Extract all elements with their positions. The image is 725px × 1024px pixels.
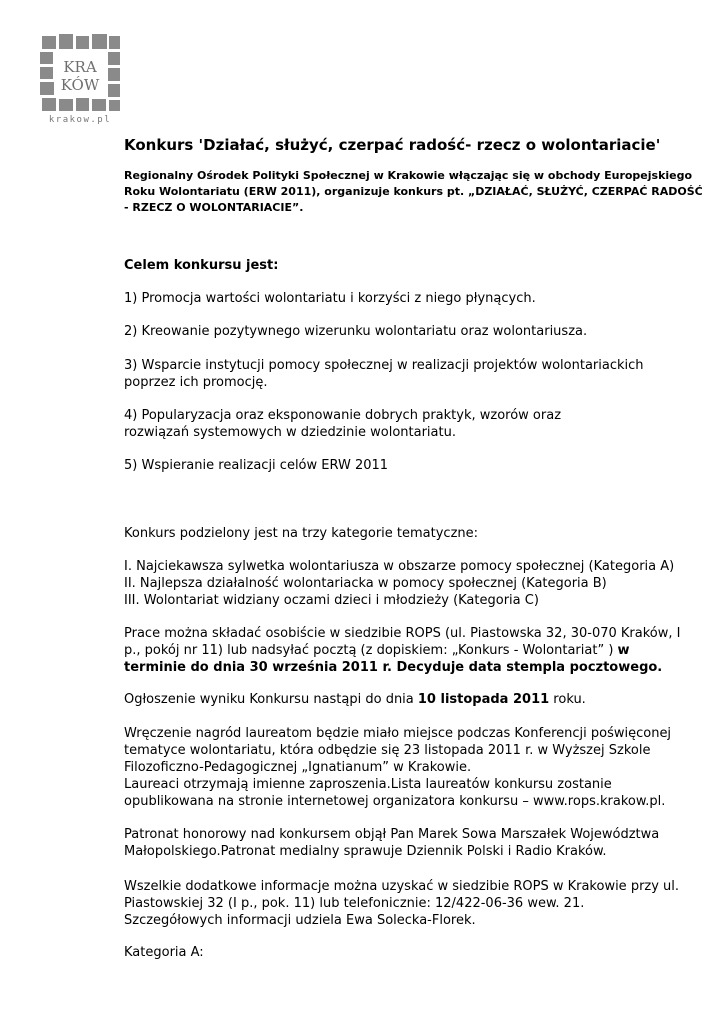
goal-item — [124, 357, 709, 391]
results-date: 10 listopada 2011 — [417, 692, 550, 707]
goal-line: rozwiązań systemowych w dziedzinie wolontariatu. — [124, 425, 456, 440]
logo-top-text: KRA — [63, 58, 97, 76]
goal-line: 3) Wsparcie instytucji pomocy społecznej w realizacji projektów wolontariackich — [124, 358, 644, 373]
goal-line: 4) Popularyzacja oraz eksponowanie dobrych praktyk, wzorów oraz — [124, 408, 562, 423]
goal-line: poprzez ich promocję. — [124, 375, 268, 390]
contact-paragraph — [124, 878, 709, 929]
category-item: II. Najlepsza działalność wolontariacka w pomocy społecznej (Kategoria B) — [124, 576, 607, 591]
goal-line: 2) Kreowanie pozytywnego wizerunku wolontariatu oraz wolontariusza. — [124, 324, 588, 339]
categories-intro: Konkurs podzielony jest na trzy kategorie tematyczne: — [124, 526, 479, 541]
intro-line: Roku Wolontariatu (ERW 2011), organizuje konkurs pt. „DZIAŁAĆ, SŁUŻYĆ, CZERPAĆ RADOŚĆ — [124, 185, 703, 198]
contact-line: Piastowskiej 32 (I p., pok. 11) lub telefonicznie: 12/422-06-36 wew. 21. — [124, 896, 585, 911]
contact-line: Szczegółowych informacji udziela Ewa Solecka-Florek. — [124, 913, 476, 928]
goal-line: 1) Promocja wartości wolontariatu i korzyści z niego płynących. — [124, 291, 536, 306]
patronage-line: Patronat honorowy nad konkursem objął Pan Marek Sowa Marszałek Województwa — [124, 827, 660, 842]
contact-line: Wszelkie dodatkowe informacje można uzyskać w siedzibie ROPS w Krakowie przy ul. — [124, 879, 680, 894]
intro-paragraph — [124, 168, 709, 216]
logo-bottom-text: KÓW — [60, 76, 100, 94]
results-text-end: roku. — [549, 692, 586, 707]
logo-caption: krakow.pl — [48, 115, 112, 124]
awards-line: Laureaci otrzymają imienne zaproszenia.Lista laureatów konkursu zostanie — [124, 777, 612, 792]
goal-item — [124, 407, 709, 441]
goal-item — [124, 290, 709, 307]
intro-line: - RZECZ O WOLONTARIACIE”. — [124, 201, 304, 214]
submission-line: Prace można składać osobiście w siedzibie ROPS (ul. Piastowska 32, 30-070 Kraków, I — [124, 626, 681, 641]
submission-deadline-start: w — [617, 643, 630, 658]
categories-list — [124, 558, 709, 609]
goal-item — [124, 457, 709, 474]
goal-line: 5) Wspieranie realizacji celów ERW 2011 — [124, 458, 389, 473]
results-paragraph — [124, 691, 709, 708]
goals-heading: Celem konkursu jest: — [124, 258, 279, 273]
goal-item — [124, 323, 709, 340]
awards-line: Wręczenie nagród laureatom będzie miało miejsce podczas Konferencji poświęconej — [124, 726, 672, 741]
awards-line: Filozoficzno-Pedagogicznej „Ignatianum” w Krakowie. — [124, 760, 472, 775]
awards-line: tematyce wolontariatu, która odbędzie się 23 listopada 2011 r. w Wyższej Szkole — [124, 743, 651, 758]
patronage-line: Małopolskiego.Patronat medialny sprawuje Dziennik Polski i Radio Kraków. — [124, 844, 607, 859]
awards-line: opublikowana na stronie internetowej organizatora konkursu – www.rops.krakow.pl. — [124, 794, 666, 809]
awards-paragraph — [124, 725, 709, 810]
krakow-logo — [36, 30, 122, 124]
submission-line — [124, 642, 709, 659]
submission-deadline: terminie do dnia 30 września 2011 r. Decyduje data stempla pocztowego. — [124, 660, 663, 675]
page-title: Konkurs 'Działać, służyć, czerpać radość- rzecz o wolontariacie' — [124, 136, 661, 154]
submission-text: p., pokój nr 11) lub nadsyłać pocztą (z dopiskiem: „Konkurs - Wolontariat” ) — [124, 643, 618, 658]
category-a-heading: Kategoria A: — [124, 945, 204, 960]
category-item: III. Wolontariat widziany oczami dzieci i młodzieży (Kategoria C) — [124, 593, 539, 608]
submission-paragraph — [124, 625, 709, 676]
intro-line: Regionalny Ośrodek Polityki Społecznej w Krakowie włączając się w obchody Europejskiego — [124, 169, 693, 182]
patronage-paragraph — [124, 826, 709, 860]
results-text: Ogłoszenie wyniku Konkursu nastąpi do dnia — [124, 692, 418, 707]
category-item: I. Najciekawsza sylwetka wolontariusza w obszarze pomocy społecznej (Kategoria A) — [124, 559, 675, 574]
